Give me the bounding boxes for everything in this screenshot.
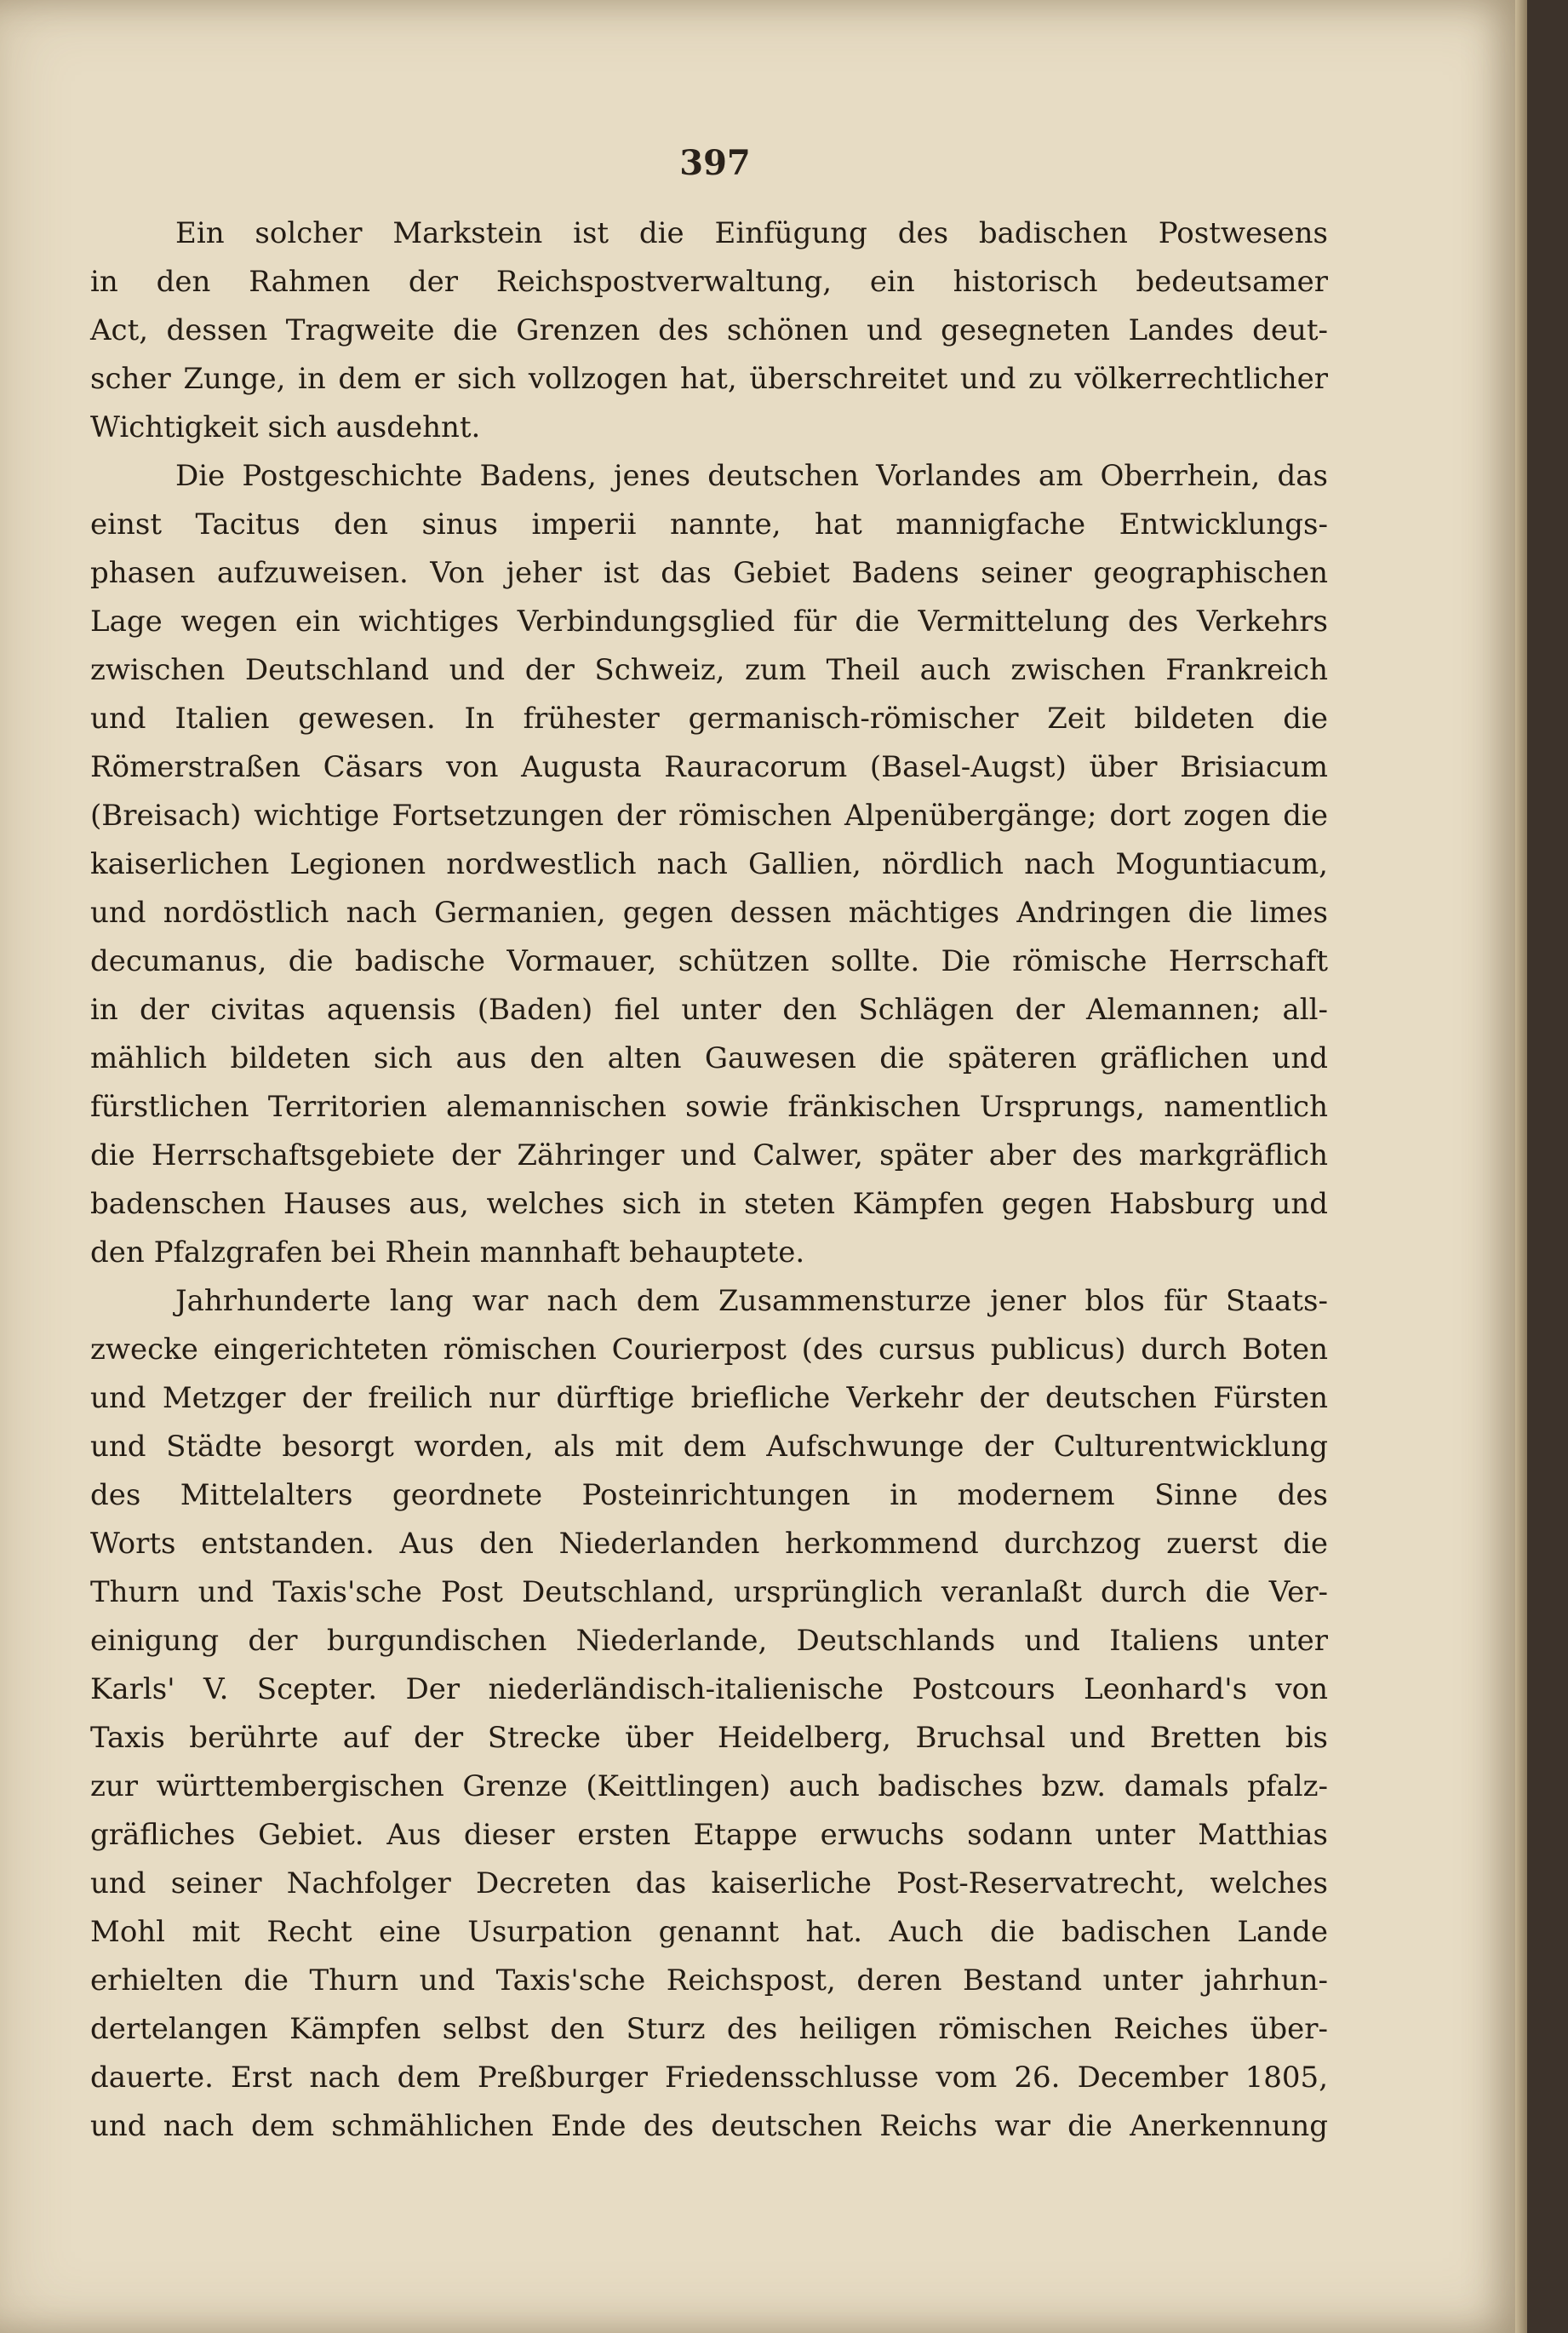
text-line: decumanus, die badische Vormauer, schützen sollte. Die römische Herrschaft <box>90 944 1328 978</box>
text-line: und nordöstlich nach Germanien, gegen dessen mächtiges Andringen die limes <box>90 896 1328 930</box>
text-line: zur württembergischen Grenze (Keittlingen) auch badisches bzw. damals pfalz- <box>90 1769 1328 1803</box>
text-line: zwischen Deutschland und der Schweiz, zum Theil auch zwischen Frankreich <box>90 653 1328 687</box>
text-line: und seiner Nachfolger Decreten das kaiserliche Post-Reservatrecht, welches <box>90 1866 1328 1900</box>
text-line: und Metzger der freilich nur dürftige briefliche Verkehr der deutschen Fürsten <box>90 1381 1328 1415</box>
text-line: Worts entstanden. Aus den Niederlanden herkommend durchzog zuerst die <box>90 1527 1328 1561</box>
text-line: zwecke eingerichteten römischen Courierpost (des cursus publicus) durch Boten <box>90 1333 1328 1367</box>
text-line: dauerte. Erst nach dem Preßburger Friedensschlusse vom 26. December 1805, <box>90 2061 1328 2095</box>
text-line: Ein solcher Markstein ist die Einfügung des badischen Postwesens <box>175 216 1328 250</box>
text-line: phasen aufzuweisen. Von jeher ist das Gebiet Badens seiner geographischen <box>90 556 1328 590</box>
text-line: in den Rahmen der Reichspostverwaltung, ein historisch bedeutsamer <box>90 265 1328 299</box>
text-line: Act, dessen Tragweite die Grenzen des schönen und gesegneten Landes deut- <box>90 313 1328 347</box>
text-line: Taxis berührte auf der Strecke über Heidelberg, Bruchsal und Bretten bis <box>90 1721 1328 1755</box>
text-line: und Städte besorgt worden, als mit dem Aufschwunge der Culturentwicklung <box>90 1430 1328 1464</box>
text-line: Wichtigkeit sich ausdehnt. <box>90 410 481 444</box>
text-line: Karls' V. Scepter. Der niederländisch-italienische Postcours Leonhard's von <box>90 1672 1328 1706</box>
text-line: erhielten die Thurn und Taxis'sche Reichspost, deren Bestand unter jahrhun- <box>90 1963 1328 1998</box>
body-text <box>90 209 1328 2151</box>
text-line: Jahrhunderte lang war nach dem Zusammensturze jener blos für Staats- <box>175 1284 1328 1318</box>
text-line: (Breisach) wichtige Fortsetzungen der römischen Alpenübergänge; dort zogen die <box>90 799 1328 833</box>
text-line: Lage wegen ein wichtiges Verbindungsglied für die Vermittelung des Verkehrs <box>90 605 1328 639</box>
text-line: Thurn und Taxis'sche Post Deutschland, ursprünglich veranlaßt durch die Ver- <box>90 1575 1328 1609</box>
text-line: und Italien gewesen. In frühester germanisch-römischer Zeit bildeten die <box>90 702 1328 736</box>
text-line: kaiserlichen Legionen nordwestlich nach Gallien, nördlich nach Moguntiacum, <box>90 847 1328 881</box>
text-line: scher Zunge, in dem er sich vollzogen hat, überschreitet und zu völkerrechtlicher <box>90 362 1328 396</box>
text-line: den Pfalzgrafen bei Rhein mannhaft behauptete. <box>90 1235 805 1270</box>
text-line: Mohl mit Recht eine Usurpation genannt hat. Auch die badischen Lande <box>90 1915 1328 1949</box>
text-line: dertelangen Kämpfen selbst den Sturz des heiligen römischen Reiches über- <box>90 2012 1328 2046</box>
text-line: in der civitas aquensis (Baden) fiel unter den Schlägen der Alemannen; all- <box>90 993 1328 1027</box>
text-line: badenschen Hauses aus, welches sich in steten Kämpfen gegen Habsburg und <box>90 1187 1328 1221</box>
text-line: einst Tacitus den sinus imperii nannte, hat mannigfache Entwicklungs- <box>90 507 1328 542</box>
text-line: fürstlichen Territorien alemannischen sowie fränkischen Ursprungs, namentlich <box>90 1090 1328 1124</box>
text-line: und nach dem schmählichen Ende des deutschen Reichs war die Anerkennung <box>90 2109 1328 2143</box>
text-line: Römerstraßen Cäsars von Augusta Rauracorum (Basel-Augst) über Brisiacum <box>90 750 1328 784</box>
text-line: Die Postgeschichte Badens, jenes deutschen Vorlandes am Oberrhein, das <box>175 459 1328 493</box>
text-line: mählich bildeten sich aus den alten Gauwesen die späteren gräflichen und <box>90 1041 1328 1075</box>
page-number: 397 <box>679 143 751 183</box>
text-line: gräfliches Gebiet. Aus dieser ersten Etappe erwuchs sodann unter Matthias <box>90 1818 1328 1852</box>
page-edge <box>1515 0 1527 2333</box>
text-line: die Herrschaftsgebiete der Zähringer und Calwer, später aber des markgräflich <box>90 1138 1328 1172</box>
text-line: einigung der burgundischen Niederlande, Deutschlands und Italiens unter <box>90 1624 1328 1658</box>
text-line: des Mittelalters geordnete Posteinrichtungen in modernem Sinne des <box>90 1478 1328 1512</box>
